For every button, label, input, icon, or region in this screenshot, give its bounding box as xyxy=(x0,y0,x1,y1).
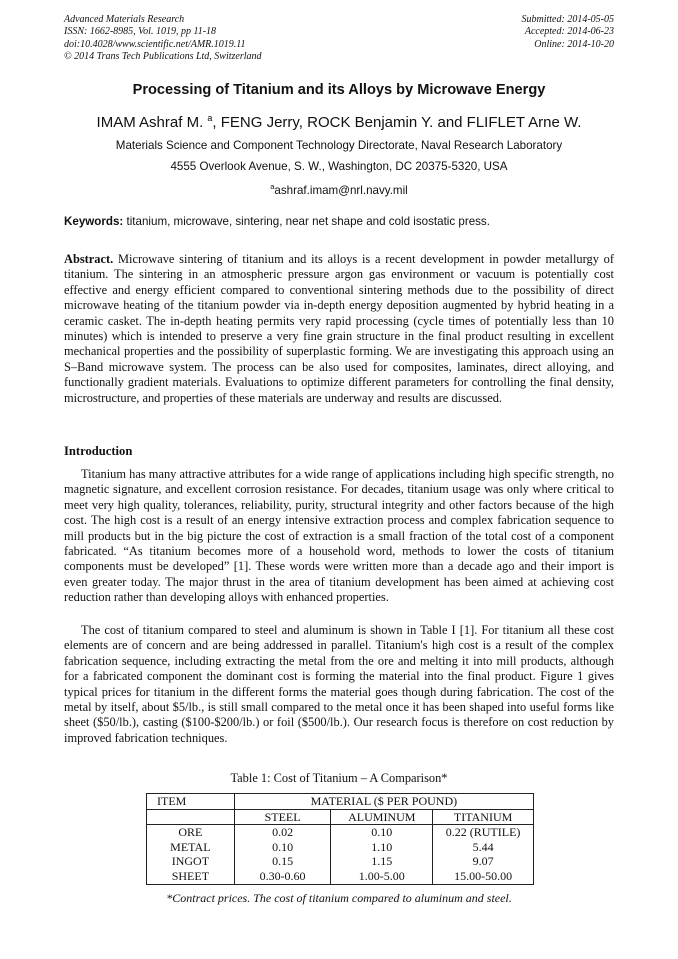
titanium-cell: 0.22 (RUTILE) xyxy=(433,825,534,840)
journal-info xyxy=(64,14,262,64)
table-header-row xyxy=(147,794,534,810)
aluminum-cell: 1.10 xyxy=(331,840,433,855)
online-date: Online: 2014-10-20 xyxy=(534,38,614,50)
keywords xyxy=(64,215,624,228)
steel-cell: 0.02 xyxy=(234,825,331,840)
row-label: ORE xyxy=(147,825,235,840)
accepted-date: Accepted: 2014-06-23 xyxy=(524,26,614,38)
section-heading-introduction: Introduction xyxy=(64,444,133,458)
aluminum-cell: 1.00-5.00 xyxy=(331,869,433,884)
journal-name: Advanced Materials Research xyxy=(64,14,185,25)
paper-title: Processing of Titanium and its Alloys by Microwave Energy xyxy=(132,82,546,98)
table-subheader-row xyxy=(147,809,534,825)
titanium-cell: 9.07 xyxy=(433,854,534,869)
table-caption: Table 1: Cost of Titanium – A Comparison* xyxy=(230,771,448,785)
material-header: MATERIAL ($ PER POUND) xyxy=(234,794,533,810)
keywords-text: titanium, microwave, sintering, near net shape and cold isostatic press. xyxy=(123,215,490,228)
table-footnote: *Contract prices. The cost of titanium compared to aluminum and steel. xyxy=(166,891,512,905)
author-first: IMAM Ashraf M. xyxy=(96,114,208,131)
table-row xyxy=(147,854,534,869)
publication-dates xyxy=(522,14,615,51)
address: 4555 Overlook Avenue, S. W., Washington, DC 20375-5320, USA xyxy=(170,160,508,173)
submitted-date: Submitted: 2014-05-05 xyxy=(521,14,614,25)
titanium-header: TITANIUM xyxy=(433,809,534,825)
keywords-label: Keywords: xyxy=(64,215,124,228)
email-address: ashraf.imam@nrl.navy.mil xyxy=(274,184,408,197)
email-mark: a xyxy=(270,182,275,191)
steel-cell: 0.15 xyxy=(234,854,331,869)
aluminum-header: ALUMINUM xyxy=(331,809,433,825)
titanium-cell: 15.00-50.00 xyxy=(433,869,534,884)
titanium-cell: 5.44 xyxy=(433,840,534,855)
intro-paragraph-1: Titanium has many attractive attributes for a wide range of applications including high specific strength, no magnetic signature, and excellent corrosion resistance. For decades, titanium usage was only where critical to meet very high quality, tolerances, reliability, purity, structural integrity and other factors because of the high cost. The high cost is a result of an energy intensive extraction process and complex fabrication sequence to mill products but in the big picture the cost of extraction is a small fraction of the total cost of a component fabricated. “As titanium becomes more of a household word, methods to lower the costs of titanium components must be developed” [1]. These words were written more than a decade ago and their import is even greater today. The major thrust in the area of titanium development has been aimed at achieving cost reduction rather than developing alloys with enhanced properties. xyxy=(64,467,614,605)
doi-line: doi:10.4028/www.scientific.net/AMR.1019.11 xyxy=(64,38,246,50)
author-rest: , FENG Jerry, ROCK Benjamin Y. and FLIFLET Arne W. xyxy=(212,114,582,131)
steel-header: STEEL xyxy=(234,809,331,825)
steel-cell: 0.10 xyxy=(234,840,331,855)
empty-cell xyxy=(147,809,235,825)
cost-table xyxy=(146,793,534,885)
aluminum-cell: 1.15 xyxy=(331,854,433,869)
table-row xyxy=(147,840,534,855)
abstract-text: Microwave sintering of titanium and its alloys is a recent development in powder metallurgy of titanium. The sintering in an atmospheric pressure argon gas environment or vacuum is potentially cost effective and energy efficient compared to conventional sintering methods due to the possibility of direct microwave heating of the titanium powder via in-depth energy deposition augmented by hybrid heating in a ceramic casket. The in-depth heating permits very rapid processing (cycle times of potentially less than 10 minutes) which is intended to preserve a very fine grain structure in the final product resulting in excellent mechanical properties and the possibility of superplastic forming. We are investigating this approach using an S–Band microwave system. The process can be also used for composites, laminates, direct alloying, and functionally gradient materials. Evaluations to optimize different parameters for controlling the final density, microstructure, and properties of these materials are underway and results are discussed. xyxy=(64,252,614,405)
table-row xyxy=(147,825,534,840)
author-affiliation-mark: a xyxy=(207,113,213,123)
intro-paragraph-2: The cost of titanium compared to steel and aluminum is shown in Table I [1]. For titanium all these cost elements are of concern and are being addressed in parallel. Titanium's high cost is a result of the complex fabrication sequence, including extracting the metal from the ore and melting it into mill products, although for a fabricated component the dominant cost is forming the material into the final product. Figure 1 gives typical prices for titanium in the different forms the material goes though during fabrication. The cost of the metal by itself, about $5/lb., is still small compared to the metal once it has been shaped into useful forms like sheet ($50/lb.), casting ($100-$200/lb.) or foil ($500/lb.). Our research focus is therefore on cost reduction by improved fabrication techniques. xyxy=(64,623,614,745)
copyright-line: © 2014 Trans Tech Publications Ltd, Switzerland xyxy=(64,51,262,63)
row-label: SHEET xyxy=(147,869,235,884)
affiliation: Materials Science and Component Technology Directorate, Naval Research Laboratory xyxy=(115,139,563,152)
abstract-label: Abstract. xyxy=(64,252,114,266)
abstract xyxy=(64,252,614,406)
steel-cell: 0.30-0.60 xyxy=(234,869,331,884)
item-header: ITEM xyxy=(147,794,235,810)
author-list xyxy=(0,113,678,131)
email-line xyxy=(0,182,678,197)
issn-line: ISSN: 1662-8985, Vol. 1019, pp 11-18 xyxy=(64,26,217,38)
row-label: INGOT xyxy=(147,854,235,869)
aluminum-cell: 0.10 xyxy=(331,825,433,840)
table-row xyxy=(147,869,534,884)
row-label: METAL xyxy=(147,840,235,855)
